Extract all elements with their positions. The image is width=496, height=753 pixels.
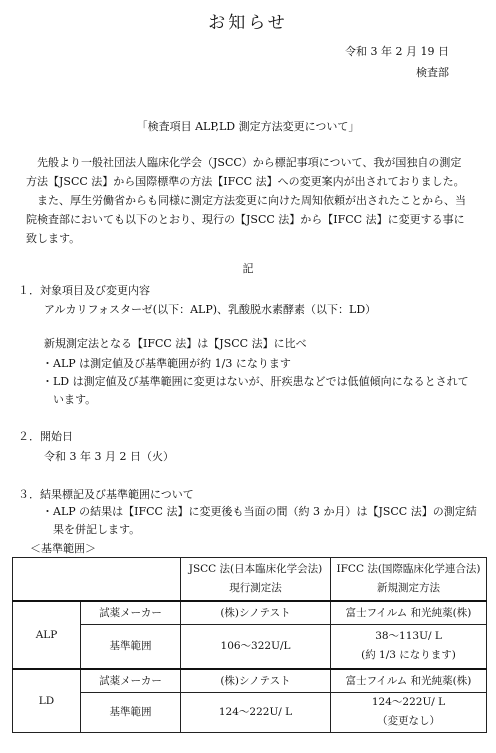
cell-maker-label: 試薬メーカー xyxy=(81,669,181,693)
cell-ld-ifcc-range xyxy=(331,692,487,732)
section-2-date: 令和 3 年 3 月 2 日（火） xyxy=(44,450,174,463)
section-1-bullet-ld: ・LD は測定値及び基準範囲に変更はないが、肝疾患などでは低値傾向になるとされて xyxy=(42,375,469,388)
notice-subject: 「検査項目 ALP,LD 測定方法変更について」 xyxy=(136,120,360,133)
header-blank xyxy=(81,558,181,602)
header-jscc xyxy=(181,558,331,602)
table-row xyxy=(13,692,487,732)
section-2-title: ２．開始日 xyxy=(18,430,73,443)
cell-ld-jscc-range: 124～222U/ L xyxy=(181,692,331,732)
cell-alp-jscc-range: 106～322U/L xyxy=(181,625,331,669)
row-label-alp: ALP xyxy=(13,601,81,669)
intro-paragraph-2: また、厚生労働省からも同様に測定方法変更に向けた周知依頼が出されたことから、当院検査部においても以下のとおり、現行の【JSCC 法】から【IFCC 法】に変更する事に致します。 xyxy=(26,194,466,245)
section-1-bullet-alp: ・ALP は測定値及び基準範囲が約 1/3 になります xyxy=(42,357,291,370)
issue-date: 令和 3 年 2 月 19 日 xyxy=(345,45,449,58)
section-3-bullet-cont: 果を併記します。 xyxy=(53,523,141,536)
alp-ifcc-range-value: 38～113U/ L xyxy=(375,630,442,643)
cell-range-label: 基準範囲 xyxy=(81,625,181,669)
table-caption: ＜基準範囲＞ xyxy=(30,542,96,555)
table-row xyxy=(13,625,487,669)
section-3-title: ３．結果標記及び基準範囲について xyxy=(18,488,194,501)
reference-range-table xyxy=(12,557,487,733)
header-jscc-sub: 現行測定法 xyxy=(229,582,282,594)
page-title: お知らせ xyxy=(208,13,288,33)
header-jscc-name: JSCC 法(日本臨床化学会法) xyxy=(188,563,323,575)
cell-alp-jscc-maker: (株)シノテスト xyxy=(181,601,331,625)
cell-alp-ifcc-range xyxy=(331,625,487,669)
header-ifcc-name: IFCC 法(国際臨床化学連合法) xyxy=(336,563,481,575)
header-blank xyxy=(13,558,81,602)
cell-range-label: 基準範囲 xyxy=(81,692,181,732)
table-row xyxy=(13,669,487,693)
issuing-department: 検査部 xyxy=(416,66,449,79)
section-1-title: １．対象項目及び変更内容 xyxy=(18,284,150,297)
table-row xyxy=(13,601,487,625)
cell-ld-ifcc-maker: 富士フイルム 和光純薬(株) xyxy=(331,669,487,693)
ki-heading: 記 xyxy=(242,262,254,275)
intro-paragraph-1: 先般より一般社団法人臨床化学会（JSCC）から標記事項について、我が国独自の測定方法【JSCC 法】から国際標準の方法【IFCC 法】への変更案内が出されておりました。 xyxy=(26,156,465,188)
cell-maker-label: 試薬メーカー xyxy=(81,601,181,625)
ld-ifcc-range-value: 124～222U/ L xyxy=(371,696,446,708)
alp-ifcc-range-note: (約 1/3 になります) xyxy=(361,649,456,662)
header-ifcc xyxy=(331,558,487,602)
cell-ld-jscc-maker: (株)シノテスト xyxy=(181,669,331,693)
section-3-bullet: ・ALP の結果は【IFCC 法】に変更後も当面の間（約 3 か月）は【JSCC 法】の測定結 xyxy=(42,505,477,518)
section-1-bullet-ld-cont: います。 xyxy=(53,393,97,406)
row-label-ld: LD xyxy=(13,669,81,733)
header-ifcc-sub: 新規測定方法 xyxy=(377,582,440,594)
table-header-row xyxy=(13,558,487,602)
section-1-compare: 新規測定法となる【IFCC 法】は【JSCC 法】に比べ xyxy=(44,337,307,350)
cell-alp-ifcc-maker: 富士フイルム 和光純薬(株) xyxy=(331,601,487,625)
section-1-items: アルカリフォスターゼ(以下：ALP)、乳酸脱水素酵素（以下：LD） xyxy=(44,303,377,316)
ld-ifcc-range-note: （変更なし） xyxy=(377,715,440,727)
